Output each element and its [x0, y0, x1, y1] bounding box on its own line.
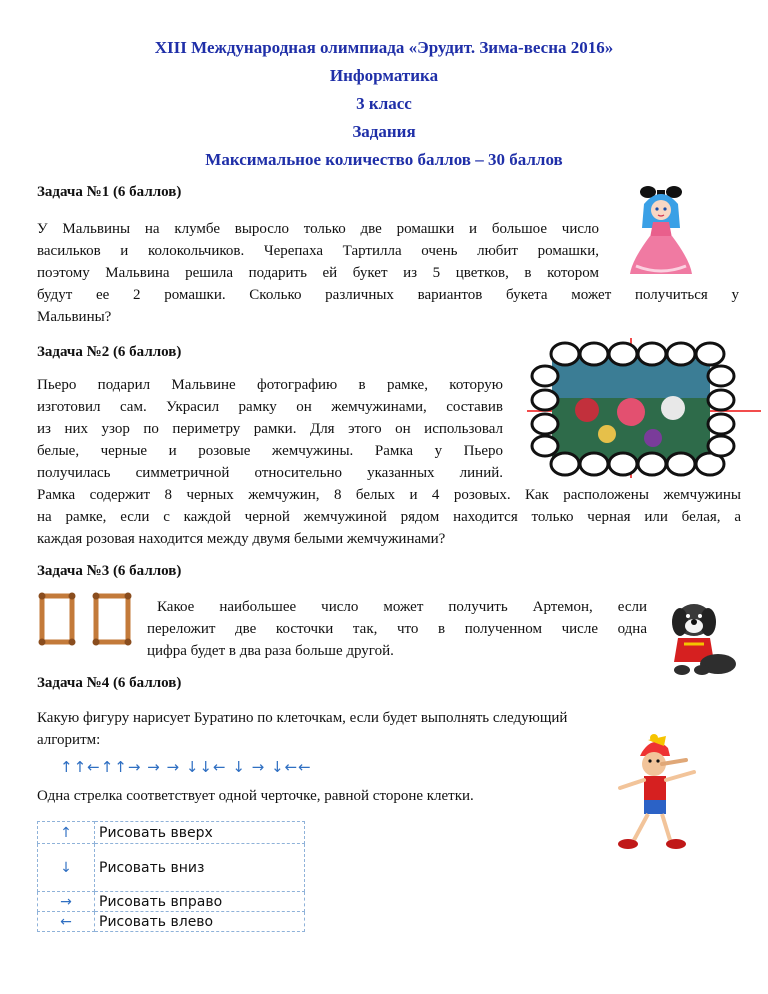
arrow-left-icon: ← — [38, 912, 95, 932]
subject-title: Информатика — [329, 66, 439, 85]
task3-line: цифра будет в два раза больше другой. — [147, 643, 394, 659]
task4-note: Одна стрелка соответствует одной черточке, равной стороне клетки. — [37, 788, 474, 804]
direction-legend-table — [37, 821, 305, 932]
task2-line: белые, черные и розовые жемчужины. Рамка у Пьеро — [37, 443, 503, 459]
arrow-down-icon: ↓ — [38, 844, 95, 892]
legend-label: Рисовать вниз — [95, 844, 305, 892]
malvina-illustration — [622, 182, 700, 278]
task2-text-block-wide — [37, 484, 741, 528]
task4-text-block — [37, 707, 567, 751]
legend-label: Рисовать вверх — [95, 822, 305, 844]
legend-row-left — [38, 912, 305, 932]
task4-line: алгоритм: — [37, 732, 101, 748]
task4-title: Задача №4 (6 баллов) — [37, 675, 182, 691]
task3-line: переложит две косточки так, что в полученном числе одна — [147, 621, 647, 637]
legend-row-right — [38, 892, 305, 912]
task1-text-block — [37, 218, 599, 284]
algorithm-arrows: ↑↑←↑↑→ → → ↓↓← ↓ → ↓←← — [60, 758, 312, 776]
artemon-illustration — [664, 598, 740, 678]
task1-text-block-wide — [37, 284, 739, 306]
task3-line: Какое наибольшее число может получить Артемон, если — [157, 599, 647, 615]
task1-line: У Мальвины на клумбе выросло только две ромашки и большое число — [37, 221, 599, 237]
task2-text-block — [37, 374, 503, 484]
task2-text-end — [37, 528, 445, 550]
pearl-frame-illustration — [527, 338, 761, 478]
task2-line: из них узор по периметру рамки. Для этого он использовал — [37, 421, 503, 437]
task1-line: будут ее 2 ромашки. Сколько различных вариантов букета может получиться у — [37, 287, 739, 303]
task1-line: поэтому Мальвина решила подарить ей букет из 5 цветков, в котором — [37, 265, 599, 281]
legend-row-up — [38, 822, 305, 844]
tasks-title: Задания — [352, 122, 416, 141]
task2-line: Пьеро подарил Мальвине фотографию в рамке, которую — [37, 377, 503, 393]
legend-label: Рисовать вправо — [95, 892, 305, 912]
olympiad-title: XIII Международная олимпиада «Эрудит. Зима-весна 2016» — [154, 38, 614, 57]
arrow-right-icon: → — [38, 892, 95, 912]
task2-line: на рамке, если с каждой черной жемчужиной рядом находится только черная или белая, а — [37, 509, 741, 525]
arrow-up-icon: ↑ — [38, 822, 95, 844]
task1-title: Задача №1 (6 баллов) — [37, 184, 182, 200]
grade-title: 3 класс — [356, 94, 412, 113]
task2-line: получилась симметричной относительно указанных линий. — [37, 465, 503, 481]
task1-text-end — [37, 306, 111, 328]
task3-text-block — [147, 596, 647, 662]
task1-line: Мальвины? — [37, 309, 112, 325]
max-score-title: Максимальное количество баллов – 30 баллов — [205, 150, 563, 169]
task3-title: Задача №3 (6 баллов) — [37, 563, 182, 579]
task4-line: Какую фигуру нарисует Буратино по клеточкам, если будет выполнять следующий — [37, 710, 568, 726]
legend-row-down — [38, 844, 305, 892]
task2-line: каждая розовая находится между двумя белыми жемчужинами? — [37, 531, 446, 547]
matchstick-digits-illustration — [36, 592, 136, 648]
buratino-illustration — [608, 734, 708, 858]
task2-line: изготовил сам. Украсил рамку он жемчужинами, составив — [37, 399, 503, 415]
legend-label: Рисовать влево — [95, 912, 305, 932]
task2-title: Задача №2 (6 баллов) — [37, 344, 182, 360]
task1-line: васильков и колокольчиков. Черепаха Тартилла очень любит ромашки, — [37, 243, 599, 259]
task2-line: Рамка содержит 8 черных жемчужин, 8 белых и 4 розовых. Как расположены жемчужины — [37, 487, 741, 503]
